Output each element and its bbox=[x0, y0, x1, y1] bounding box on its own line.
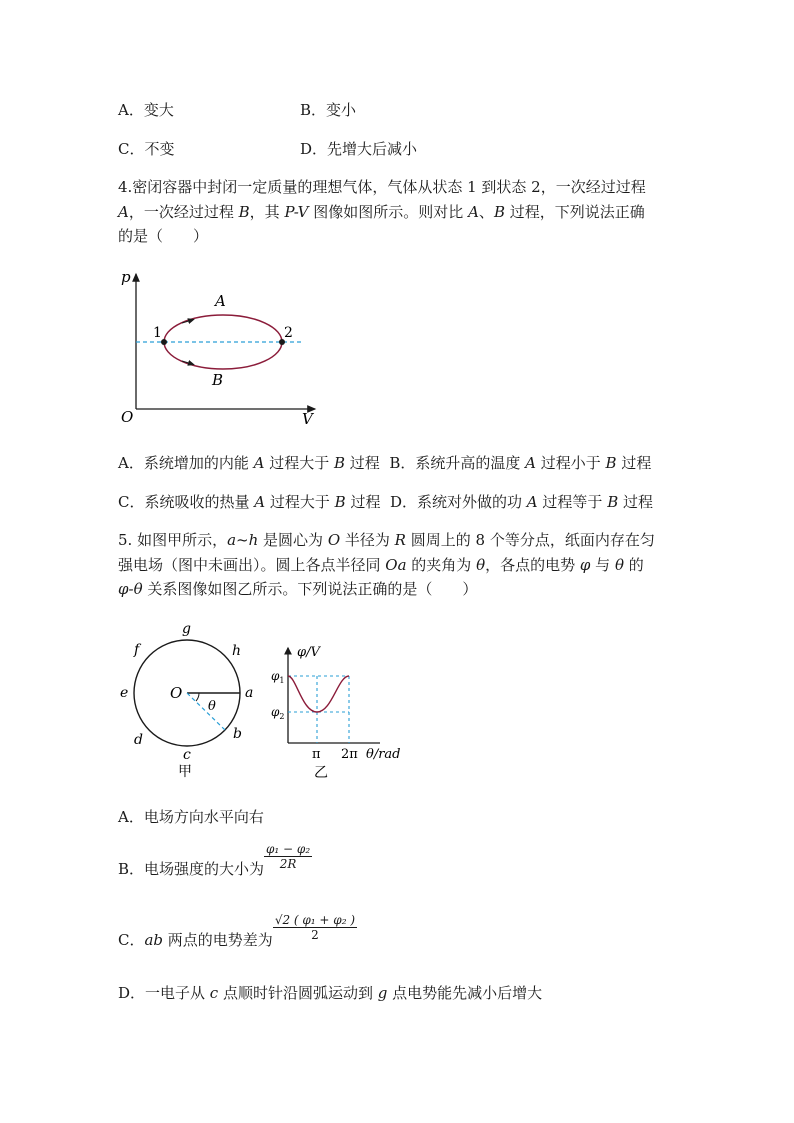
point-a: a bbox=[245, 685, 254, 701]
point-c: c bbox=[183, 747, 191, 763]
tick-pi: π bbox=[312, 747, 321, 762]
phi1-label: $\varphi_1$ bbox=[271, 669, 285, 685]
q4-options-row1: A．系统增加的内能 A 过程大于 B 过程 B．系统升高的温度 A 过程小于 B 过程 bbox=[118, 454, 652, 472]
caption-jia: 甲 bbox=[178, 764, 192, 780]
phi2-label: $\varphi_2$ bbox=[271, 705, 285, 721]
tick-2pi: 2π bbox=[341, 747, 358, 762]
q5-option-b: B．电场强度的大小为 $\frac{\text{φ₁ − φ₂}}{2R}$ bbox=[118, 842, 311, 878]
pv-diagram bbox=[110, 262, 330, 432]
origin-label: O bbox=[121, 408, 134, 426]
q5-option-d: D．一电子从 c 点顺时针沿圆弧运动到 g 点电势能先减小后增大 bbox=[118, 984, 543, 1002]
process-a-label: A bbox=[215, 292, 226, 310]
phi-theta-graph bbox=[268, 640, 408, 785]
q3-option-c: C．不变 bbox=[118, 140, 175, 158]
q3-option-b: B．变小 bbox=[300, 101, 357, 119]
theta-axis-label: θ/rad bbox=[366, 747, 401, 762]
phi-axis-label: φ/V bbox=[297, 645, 320, 660]
q5-option-c: C．ab 两点的电势差为 $\frac{\text{√2 ( φ₁ + φ₂ )}}{2}$ bbox=[118, 913, 356, 949]
point-f: f bbox=[134, 642, 140, 658]
process-b-label: B bbox=[212, 371, 224, 389]
q4-stem-line2: A，一次经过过程 B，其 P-V 图像如图所示。则对比 A、B 过程，下列说法正确 bbox=[118, 203, 645, 221]
q5-stem-line2: 强电场（图中未画出）。圆上各点半径同 Oa 的夹角为 θ，各点的电势 φ 与 θ 的 bbox=[118, 556, 644, 574]
state2-label: 2 bbox=[284, 325, 293, 341]
q5-option-a: A．电场方向水平向右 bbox=[118, 808, 264, 826]
q5-stem-line3: φ-θ 关系图像如图乙所示。下列说法正确的是（ ） bbox=[118, 580, 478, 598]
option-c-denominator: 2 bbox=[311, 928, 319, 942]
state1-label: 1 bbox=[153, 325, 162, 341]
option-b-denominator: 2R bbox=[279, 857, 297, 871]
phi-curve bbox=[288, 676, 349, 712]
point-b: b bbox=[233, 726, 242, 742]
q4-stem-line3: 的是（ ） bbox=[118, 227, 209, 245]
circle-figure bbox=[112, 618, 262, 783]
q4-stem-line1: 4.密闭容器中封闭一定质量的理想气体，气体从状态 1 到状态 2，一次经过过程 bbox=[118, 178, 646, 196]
point-g: g bbox=[182, 621, 191, 637]
q5-stem-line1: 5. 如图甲所示，a~h 是圆心为 O 半径为 R 圆周上的 8 个等分点，纸面内存在匀 bbox=[118, 531, 655, 549]
caption-yi: 乙 bbox=[314, 765, 328, 781]
q3-option-d: D．先增大后减小 bbox=[300, 140, 418, 158]
option-c-numerator: √2 ( φ₁ + φ₂ ) bbox=[274, 913, 356, 927]
center-label: O bbox=[170, 684, 183, 702]
theta-arc bbox=[196, 693, 199, 701]
v-axis-label: V bbox=[302, 410, 313, 428]
radius-dashed bbox=[187, 693, 225, 730]
q3-option-a: A．变大 bbox=[118, 101, 174, 119]
option-b-numerator: φ₁ − φ₂ bbox=[266, 842, 311, 856]
point-e: e bbox=[120, 685, 129, 701]
theta-label: θ bbox=[208, 699, 216, 714]
point-d: d bbox=[134, 732, 143, 748]
point-h: h bbox=[232, 643, 242, 659]
p-axis-label: p bbox=[121, 268, 131, 286]
q4-options-row2: C．系统吸收的热量 A 过程大于 B 过程 D．系统对外做的功 A 过程等于 B 过程 bbox=[118, 493, 653, 511]
